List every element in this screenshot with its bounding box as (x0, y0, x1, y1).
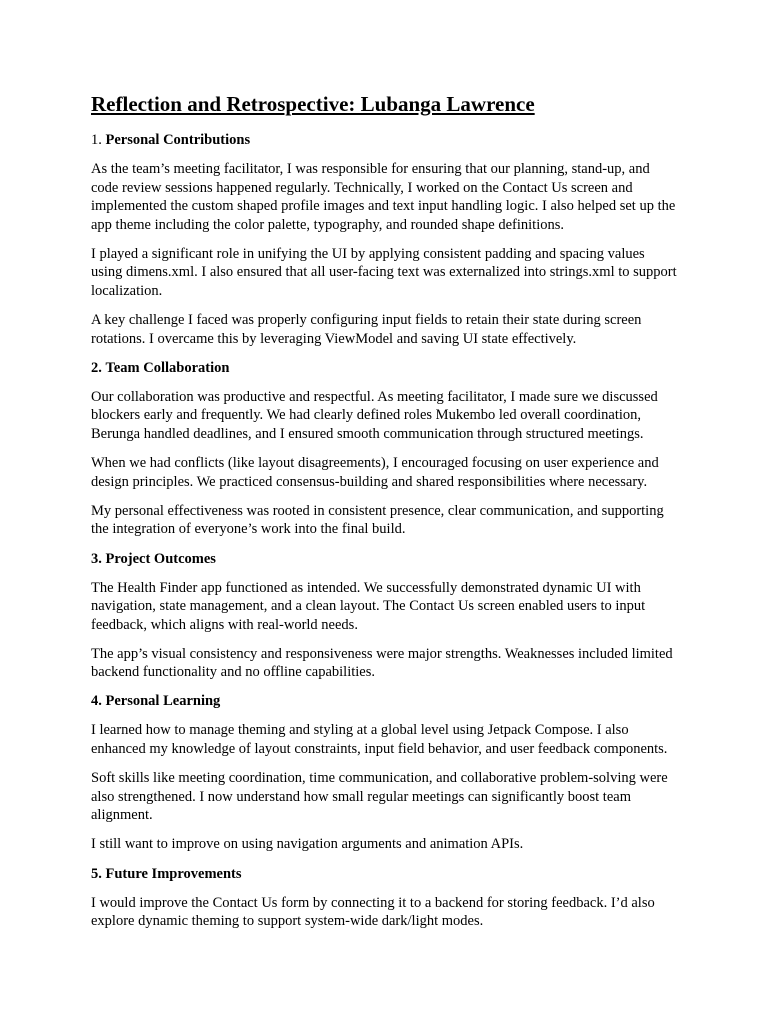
section-project-outcomes (91, 550, 677, 682)
paragraph: When we had conflicts (like layout disagreements), I encouraged focusing on user experience and design principles. We practiced consensus-building and shared responsibilities where necessary. (91, 455, 659, 490)
paragraph: The Health Finder app functioned as intended. We successfully demonstrated dynamic UI with navigation, state management, and a clean layout. The Contact Us screen enabled users to input feedback, which aligns with real-world needs. (91, 579, 646, 633)
section-number: 4. (91, 693, 102, 710)
section-heading (91, 359, 677, 378)
document-title: Reflection and Retrospective: Lubanga Lawrence (91, 92, 535, 116)
section-personal-contributions (91, 131, 677, 348)
section-heading (91, 692, 677, 711)
section-heading (91, 550, 677, 569)
section-number: 3. (91, 550, 102, 567)
paragraph: I played a significant role in unifying the UI by applying consistent padding and spacing values using dimens.xml. I also ensured that all user-facing text was externalized into strings.xml to support localization. (91, 245, 677, 300)
section-heading-label: Project Outcomes (105, 550, 216, 567)
paragraph: Our collaboration was productive and respectful. As meeting facilitator, I made sure we discussed blockers early and frequently. We had clearly defined roles Mukembo led overall coordination, Berunga handled deadlines, and I ensured smooth communication through structured meetings. (91, 388, 658, 443)
section-heading-label: Personal Contributions (105, 132, 251, 148)
section-heading-label: Team Collaboration (105, 359, 230, 376)
paragraph: Soft skills like meeting coordination, time communication, and collaborative problem-solving were also strengthened. I now understand how small regular meetings can significantly boost team alignment. (91, 770, 668, 824)
paragraph: As the team’s meeting facilitator, I was responsible for ensuring that our planning, stand-up, and code review sessions happened regularly. Technically, I worked on the Contact Us screen and implemented the custom shaped profile images and text input handling logic. I also helped set up the app theme including the color palette, typography, and rounded shape definitions. (91, 161, 676, 233)
section-heading-label: Personal Learning (105, 693, 221, 710)
paragraph: I learned how to manage theming and styling at a global level using Jetpack Compose. I also enhanced my knowledge of layout constraints, input field behavior, and user feedback components. (91, 722, 668, 758)
section-heading (91, 131, 677, 150)
section-number: 1. (91, 132, 102, 148)
section-number: 5. (91, 865, 102, 882)
paragraph: A key challenge I faced was properly configuring input fields to retain their state during screen rotations. I overcame this by leveraging ViewModel and saving UI state effectively. (91, 312, 642, 347)
section-team-collaboration (91, 359, 677, 539)
section-personal-learning (91, 692, 677, 854)
paragraph: My personal effectiveness was rooted in consistent presence, clear communication, and supporting the integration of everyone’s work into the final build. (91, 502, 664, 538)
paragraph: The app’s visual consistency and responsiveness were major strengths. Weaknesses included limited backend functionality and no offline capabilities. (91, 645, 673, 681)
paragraph: I still want to improve on using navigation arguments and animation APIs. (91, 836, 524, 853)
section-future-improvements (91, 865, 677, 931)
paragraph: I would improve the Contact Us form by connecting it to a backend for storing feedback. I’d also explore dynamic theming to support system-wide dark/light modes. (91, 894, 655, 930)
section-heading (91, 865, 677, 884)
section-number: 2. (91, 359, 102, 376)
section-heading-label: Future Improvements (105, 865, 242, 882)
